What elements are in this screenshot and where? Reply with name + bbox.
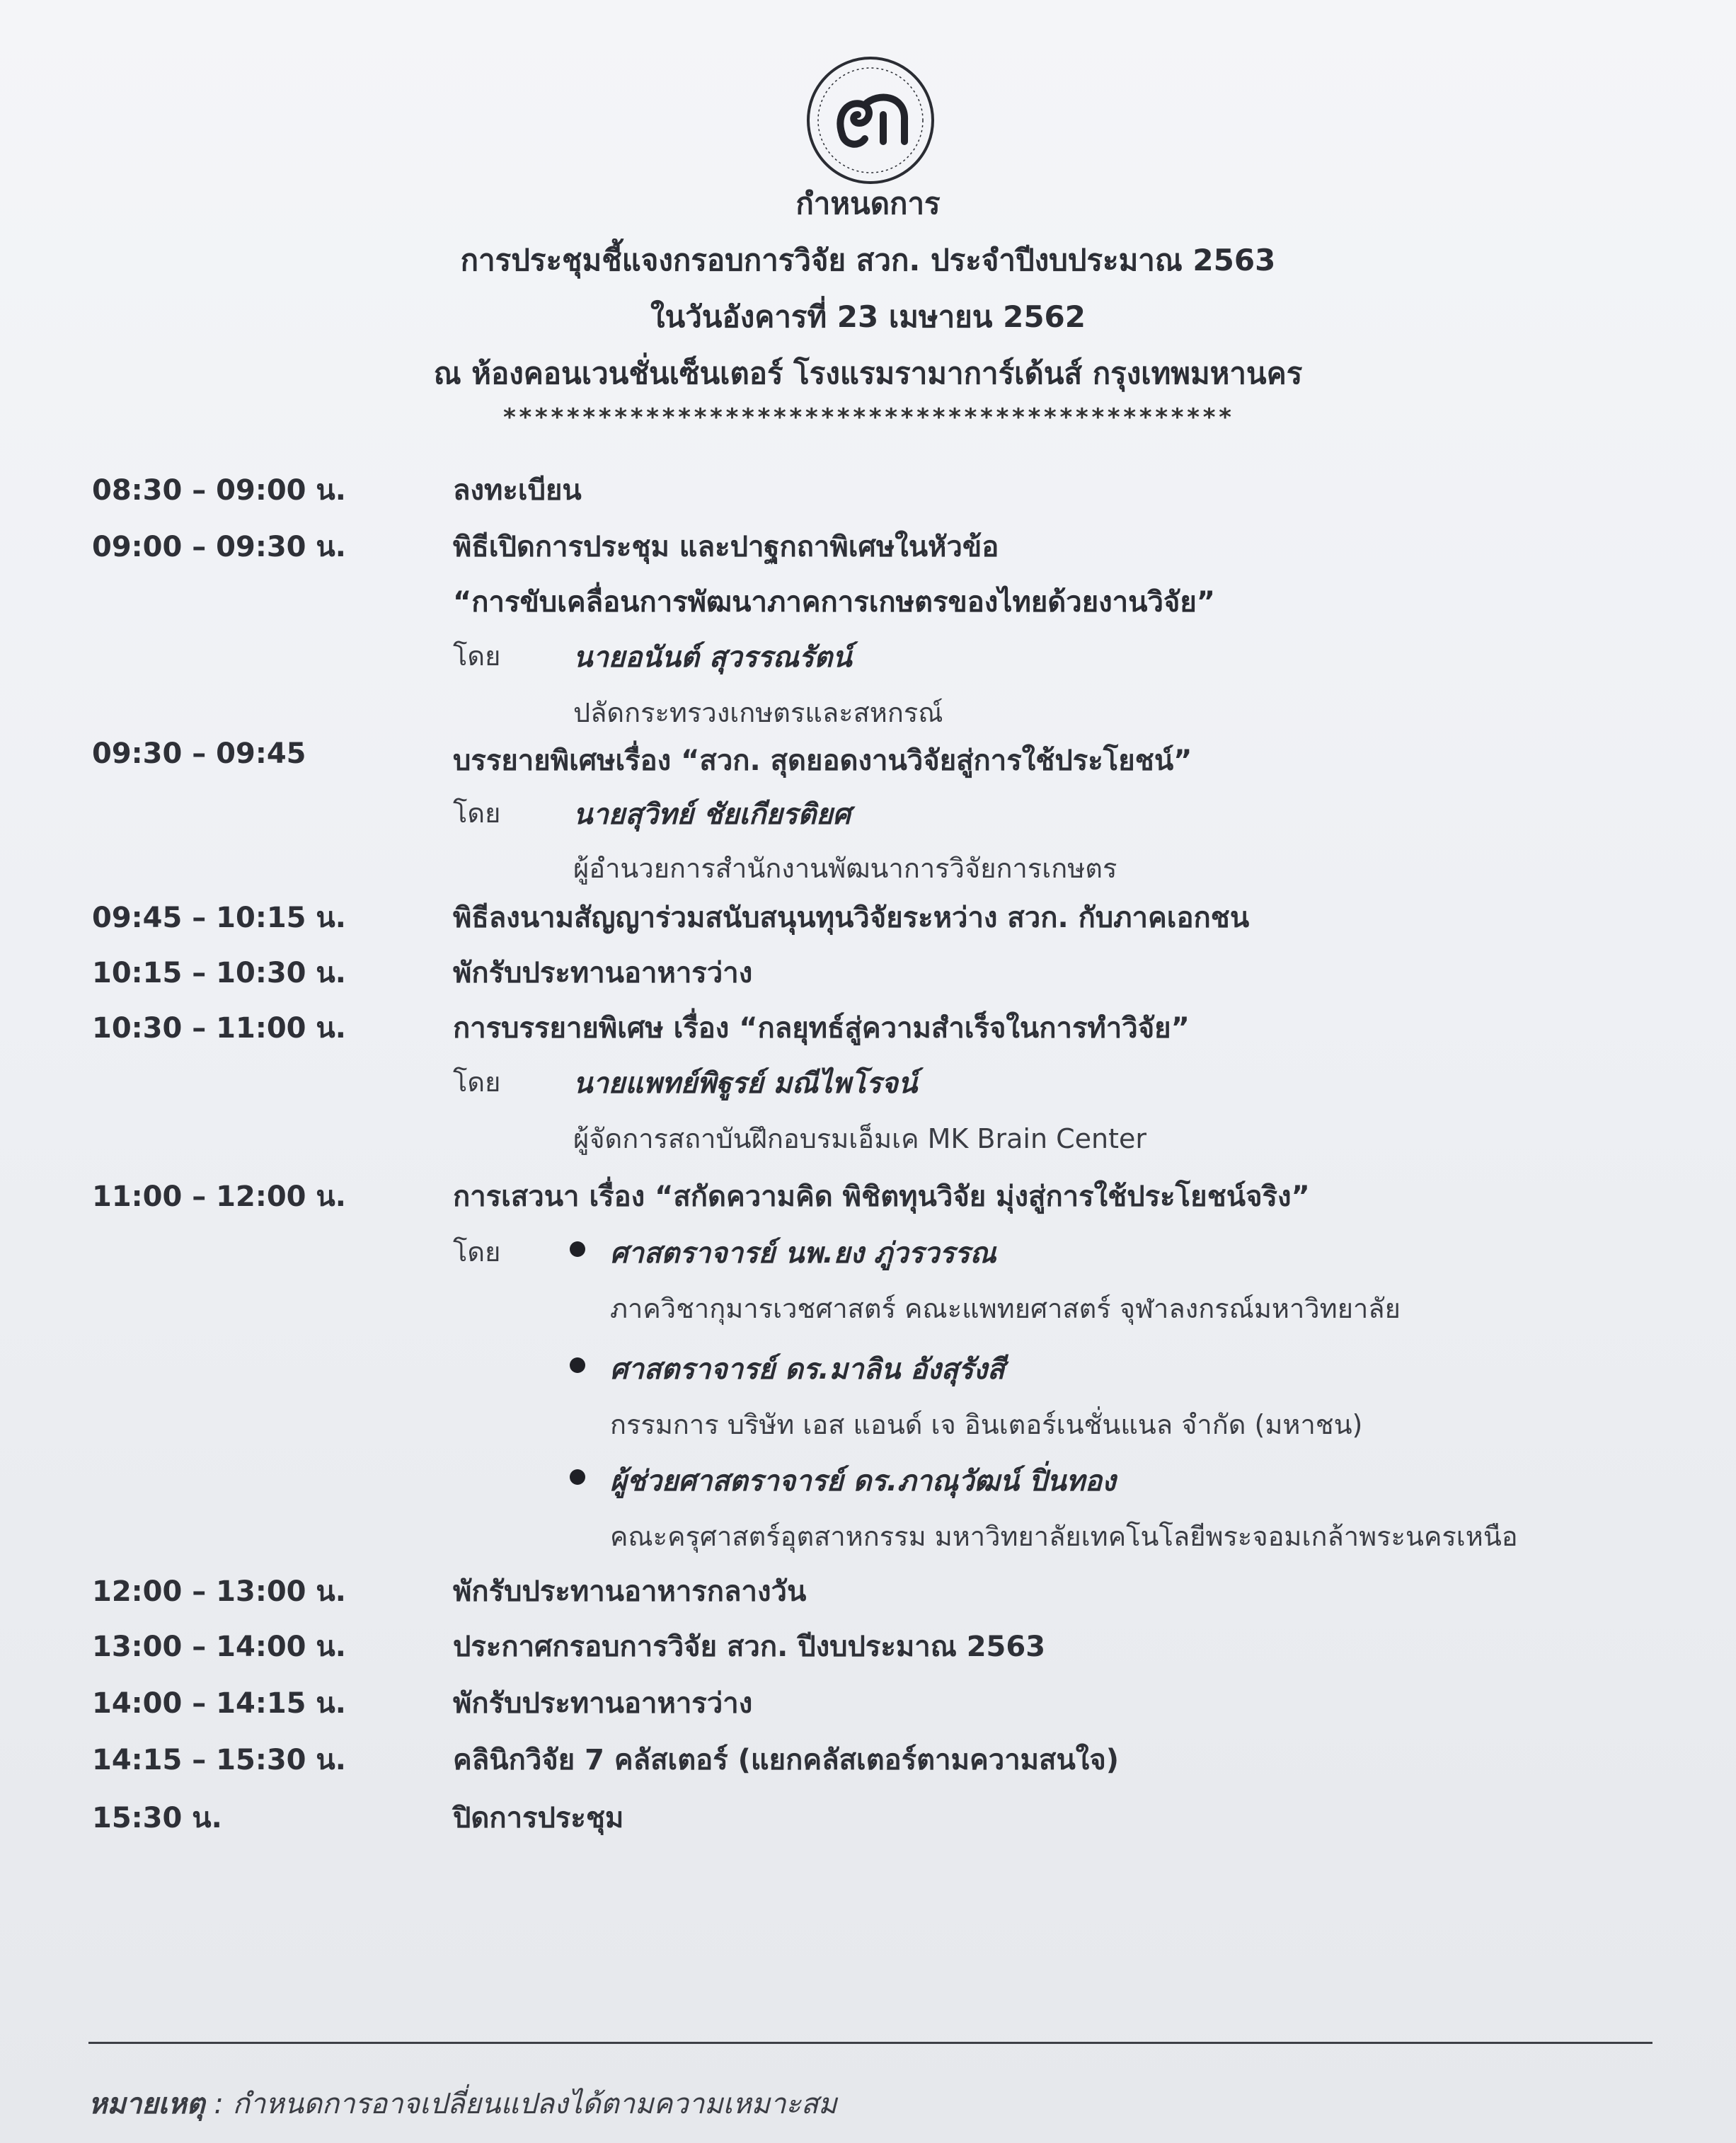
agenda-item: ปิดการประชุม — [453, 1802, 624, 1834]
agenda-topic: “การขับเคลื่อนการพัฒนาภาคการเกษตรของไทยด้วยงานวิจัย” — [453, 586, 1216, 619]
agenda-item: พักรับประทานอาหารว่าง — [453, 957, 753, 989]
panelist-affiliation-line — [0, 1403, 1736, 1445]
schedule-row — [0, 895, 1736, 937]
bullet-icon — [570, 1469, 585, 1485]
schedule-row — [0, 1795, 1736, 1837]
by-label: โดย — [453, 798, 501, 829]
time-slot: 12:00 – 13:00 น. — [92, 1575, 346, 1608]
agenda-item: ประกาศกรอบการวิจัย สวก. ปีงบประมาณ 2563 — [453, 1631, 1046, 1663]
schedule-row — [0, 1624, 1736, 1666]
time-slot: 10:30 – 11:00 น. — [92, 1012, 346, 1045]
speaker-position: ผู้จัดการสถาบันฝึกอบรมเอ็มเค MK Brain Center — [573, 1123, 1147, 1154]
schedule-row — [0, 524, 1736, 566]
agenda-item: พักรับประทานอาหารว่าง — [453, 1687, 753, 1720]
speaker-line — [0, 791, 1736, 834]
speaker-position: ปลัดกระทรวงเกษตรและสหกรณ์ — [573, 697, 943, 728]
bullet-icon — [570, 1357, 585, 1373]
agenda-item: ลงทะเบียน — [453, 474, 582, 507]
time-slot: 09:00 – 09:30 น. — [92, 531, 346, 563]
time-slot: 13:00 – 14:00 น. — [92, 1631, 346, 1663]
panelist-name: ศาสตราจารย์ ดร.มาลิน อังสุรังสี — [610, 1353, 1005, 1386]
panelist-affiliation-line — [0, 1515, 1736, 1557]
time-slot: 08:30 – 09:00 น. — [92, 474, 346, 507]
time-slot: 14:00 – 14:15 น. — [92, 1687, 346, 1720]
by-label: โดย — [453, 1067, 501, 1098]
agenda-item: การบรรยายพิเศษ เรื่อง “กลยุทธ์สู่ความสำเร็จในการทำวิจัย” — [453, 1012, 1190, 1045]
note-label: หมายเหตุ — [88, 2088, 205, 2120]
time-slot: 14:15 – 15:30 น. — [92, 1744, 346, 1776]
bullet-icon — [570, 1241, 585, 1257]
schedule-row — [0, 1173, 1736, 1216]
speaker-line — [0, 634, 1736, 677]
panelist-line — [0, 1346, 1736, 1389]
agenda-item: พิธีเปิดการประชุม และปาฐกถาพิเศษในหัวข้อ — [453, 531, 999, 563]
speaker-name: นายแพทย์พิฐูรย์ มณีไพโรจน์ — [573, 1067, 918, 1100]
agenda-subline — [0, 579, 1736, 621]
speaker-name: นายสุวิทย์ ชัยเกียรติยศ — [573, 798, 851, 831]
speaker-position-line — [0, 1117, 1736, 1159]
schedule-row — [0, 467, 1736, 510]
schedule-row — [0, 1680, 1736, 1723]
note-text: : กำหนดการอาจเปลี่ยนแปลงได้ตามความเหมาะสม — [205, 2088, 837, 2120]
footer-note — [88, 2081, 837, 2126]
panelist-line — [0, 1458, 1736, 1500]
schedule-heading: กำหนดการ — [795, 186, 941, 221]
agenda-item: คลินิกวิจัย 7 คลัสเตอร์ (แยกคลัสเตอร์ตามความสนใจ) — [453, 1744, 1120, 1776]
time-slot: 15:30 น. — [92, 1802, 222, 1834]
panelist-affiliation: กรรมการ บริษัท เอส แอนด์ เจ อินเตอร์เนชั่นแนล จำกัด (มหาชน) — [610, 1409, 1363, 1440]
speaker-position-line — [0, 691, 1736, 733]
schedule-row — [0, 1737, 1736, 1779]
speaker-name: นายอนันต์ สุวรรณรัตน์ — [573, 641, 852, 674]
schedule-row — [0, 950, 1736, 992]
panelist-name: ผู้ช่วยศาสตราจารย์ ดร.ภาณุวัฒน์ ปิ่นทอง — [610, 1465, 1116, 1498]
panelist-name: ศาสตราจารย์ นพ.ยง ภู่วรวรรณ — [610, 1237, 996, 1270]
panelist-line — [0, 1230, 1736, 1272]
agenda-item: พักรับประทานอาหารกลางวัน — [453, 1575, 807, 1608]
event-venue: ณ ห้องคอนเวนชั่นเซ็นเตอร์ โรงแรมรามาการ์เด้นส์ กรุงเทพมหานคร — [433, 356, 1303, 391]
agenda-item: การเสวนา เรื่อง “สกัดความคิด พิชิตทุนวิจัย มุ่งสู่การใช้ประโยชน์จริง” — [453, 1180, 1310, 1213]
schedule-row — [0, 1568, 1736, 1611]
panelist-affiliation: คณะครุศาสตร์อุตสาหกรรม มหาวิทยาลัยเทคโนโลยีพระจอมเกล้าพระนครเหนือ — [610, 1521, 1518, 1552]
time-slot: 09:30 – 09:45 — [92, 737, 306, 770]
speaker-position-line — [0, 846, 1736, 889]
event-date: ในวันอังคารที่ 23 เมษายน 2562 — [650, 299, 1086, 334]
panelist-affiliation-line — [0, 1287, 1736, 1329]
time-slot: 10:15 – 10:30 น. — [92, 957, 346, 989]
speaker-line — [0, 1060, 1736, 1103]
schedule-row — [0, 737, 1736, 780]
by-label: โดย — [453, 640, 501, 672]
event-title: การประชุมชี้แจงกรอบการวิจัย สวก. ประจำปีงบประมาณ 2563 — [460, 243, 1276, 277]
footer-divider — [88, 2042, 1652, 2044]
agenda-item: พิธีลงนามสัญญาร่วมสนับสนุนทุนวิจัยระหว่าง สวก. กับภาคเอกชน — [453, 902, 1250, 934]
time-slot: 11:00 – 12:00 น. — [92, 1180, 346, 1213]
separator-stars: ********************************************** — [502, 403, 1234, 432]
speaker-position: ผู้อำนวยการสำนักงานพัฒนาการวิจัยการเกษตร — [573, 853, 1117, 884]
schedule-row — [0, 1005, 1736, 1047]
panelist-affiliation: ภาควิชากุมารเวชศาสตร์ คณะแพทยศาสตร์ จุฬาลงกรณ์มหาวิทยาลัย — [610, 1293, 1401, 1324]
time-slot: 09:45 – 10:15 น. — [92, 902, 346, 934]
svk-logo-icon — [800, 50, 941, 191]
by-label: โดย — [453, 1236, 501, 1268]
agenda-item: บรรยายพิเศษเรื่อง “สวก. สุดยอดงานวิจัยสู่การใช้ประโยชน์” — [453, 745, 1192, 777]
